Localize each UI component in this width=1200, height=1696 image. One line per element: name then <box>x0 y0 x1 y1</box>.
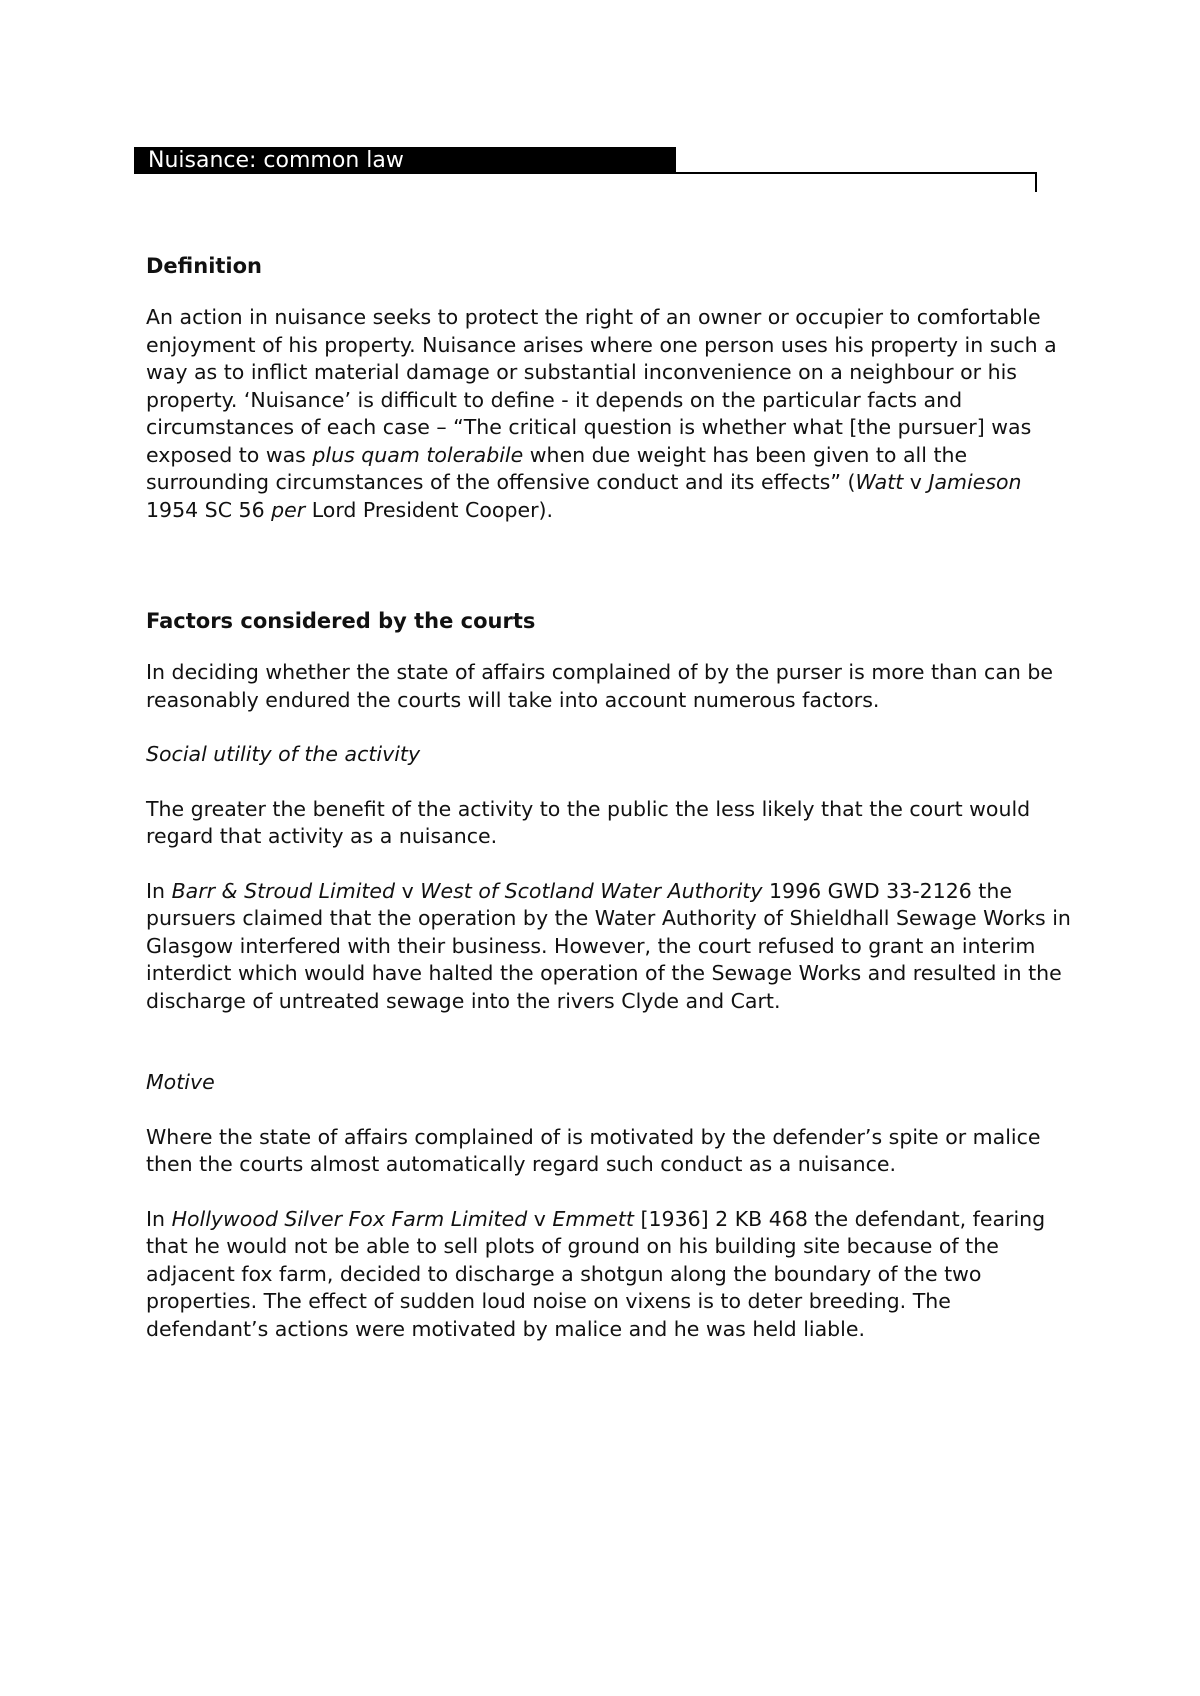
case-citation: 1954 SC 56 <box>146 497 272 522</box>
text-run: Lord President Cooper). <box>305 497 554 522</box>
latin-per: per <box>271 497 306 522</box>
motive-paragraph: Where the state of affairs complained of is motivated by the defender’s spite or malice then the courts almost automatically regard such conduct as a nuisance. <box>146 1124 1041 1176</box>
factors-heading: Factors considered by the courts <box>146 609 536 633</box>
page-header <box>134 147 1037 197</box>
latin-phrase: plus quam tolerabile <box>312 442 524 467</box>
factors-intro: In deciding whether the state of affairs complained of by the purser is more than can be reasonably endured the courts will take into account numerous factors. <box>146 660 1054 712</box>
header-rule-tick <box>1035 172 1037 192</box>
social-utility-paragraph: The greater the benefit of the activity to the public the less likely that the court would regard that activity as a nuisance. <box>146 796 1031 848</box>
text-run: v <box>395 878 421 903</box>
case-party: Hollywood Silver Fox Farm Limited <box>171 1206 528 1231</box>
motive-subheading: Motive <box>146 1070 215 1094</box>
text-run: v <box>527 1206 553 1231</box>
text-run: when due weight has been given to all the surrounding circumstances of the offensive conduct and its effects” ( <box>146 442 968 494</box>
text-run: [1936] 2 KB 468 the defendant, fearing that he would not be able to sell plots of ground on his building site because of the adjacent fox farm, decided to discharge a shotgun along the boundary of the two properties. The effect of sudden loud noise on vixens is to deter breeding. The defendant’s actions were motivated by malice and he was held liable. <box>146 1206 1046 1341</box>
case-party: Barr & Stroud Limited <box>171 878 396 903</box>
spacer <box>146 1042 1076 1069</box>
definition-paragraph <box>146 304 1076 524</box>
document-body <box>146 252 1076 1370</box>
text-run: In <box>146 1206 172 1231</box>
social-utility-case-paragraph <box>146 878 1076 1016</box>
text-run: In <box>146 878 172 903</box>
case-party: Jamieson <box>928 470 1022 494</box>
factors-section <box>146 607 1076 1343</box>
text-run: An action in nuisance seeks to protect the right of an owner or occupier to comfortable enjoyment of his property. Nuisance arises where one person uses his property in such a way as to inflict material damage or substantial inconvenience on a neighbour or his property. ‘Nuisance’ is difficult to define - it depends on the particular facts and circumstances of each case – “The critical question is whether what [the pursuer] was exposed to was <box>146 305 1057 467</box>
spacer <box>146 551 1076 607</box>
case-party: Emmett <box>552 1206 634 1231</box>
header-rule <box>676 172 1037 174</box>
definition-heading: Definition <box>146 254 263 278</box>
social-utility-subheading: Social utility of the activity <box>146 742 421 766</box>
motive-case-paragraph <box>146 1206 1076 1344</box>
case-party: Watt <box>855 470 904 494</box>
text-run: v <box>903 470 929 494</box>
text-run: 1996 GWD 33-2126 the pursuers claimed that the operation by the Water Authority of Shieldhall Sewage Works in Glasgow interfered with their business. However, the court refused to grant an interim interdict which would have halted the operation of the Sewage Works and resulted in the discharge of untreated sewage into the rivers Clyde and Cart. <box>146 878 1071 1013</box>
page-title: Nuisance: common law <box>134 147 676 174</box>
case-party: West of Scotland Water Authority <box>420 878 763 903</box>
definition-section <box>146 252 1076 524</box>
